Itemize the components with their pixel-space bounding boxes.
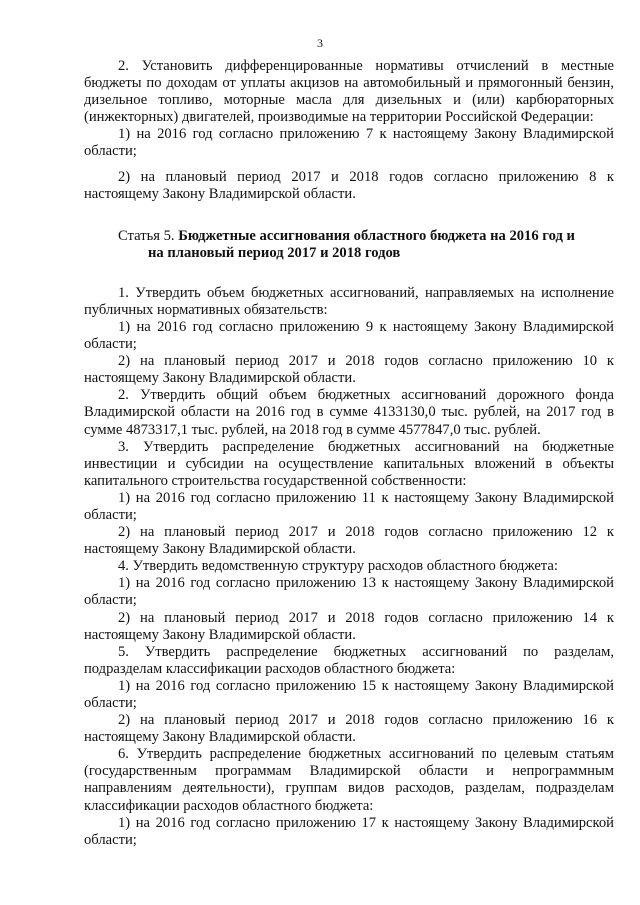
article-label: Статья 5.: [118, 227, 175, 244]
paragraph: 2) на плановый период 2017 и 2018 годов согласно приложению 12 к настоящему Закону Владимирской области.: [84, 524, 614, 558]
document-body: [84, 58, 614, 849]
paragraph: 3. Утвердить распределение бюджетных ассигнований на бюджетные инвестиции и субсидии на осуществление капитальных вложений в объекты капитального строительства государственной собственности:: [84, 438, 614, 489]
paragraph: 1) на 2016 год согласно приложению 11 к настоящему Закону Владимирской области;: [84, 489, 614, 523]
paragraph: 2) на плановый период 2017 и 2018 годов согласно приложению 16 к настоящему Закону Владимирской области.: [84, 712, 614, 746]
paragraph: 6. Утвердить распределение бюджетных ассигнований по целевым статьям (государственным программам Владимирской области и непрограммным направлениям деятельности), группам видов расходов, разделам, подразделам классификации расходов областного бюджета:: [84, 746, 614, 814]
paragraph: 1) на 2016 год согласно приложению 15 к настоящему Закону Владимирской области;: [84, 677, 614, 711]
paragraph: 5. Утвердить распределение бюджетных ассигнований по разделам, подразделам классификации расходов областного бюджета:: [84, 643, 614, 677]
paragraph: 2) на плановый период 2017 и 2018 годов согласно приложению 10 к настоящему Закону Владимирской области.: [84, 353, 614, 387]
article-title-line-1: Бюджетные ассигнования областного бюджета на 2016 год и: [178, 227, 575, 244]
page-number: 3: [317, 36, 323, 50]
paragraph: 1) на 2016 год согласно приложению 17 к настоящему Закону Владимирской области;: [84, 814, 614, 848]
article-title-line-2: на плановый период 2017 и 2018 годов: [148, 245, 401, 262]
paragraph: 2. Установить дифференцированные нормативы отчислений в местные бюджеты по доходам от уплаты акцизов на автомобильный и прямогонный бензин, дизельное топливо, моторные масла для дизельных и (или) карбюраторных (инжекторных) двигателей, производимые на территории Российской Федерации:: [84, 58, 614, 126]
paragraph: 1. Утвердить объем бюджетных ассигнований, направляемых на исполнение публичных нормативных обязательств:: [84, 284, 614, 318]
paragraph: 2. Утвердить общий объем бюджетных ассигнований дорожного фонда Владимирской области на 2016 год в сумме 4133130,0 тыс. рублей, на 2017 год в сумме 4873317,1 тыс. рублей, на 2018 год в сумме 4577847,0 тыс. рублей.: [84, 387, 614, 438]
paragraph: 4. Утвердить ведомственную структуру расходов областного бюджета:: [118, 558, 558, 575]
article-heading: [84, 228, 614, 263]
paragraph: 1) на 2016 год согласно приложению 13 к настоящему Закону Владимирской области;: [84, 575, 614, 609]
paragraph: 1) на 2016 год согласно приложению 9 к настоящему Закону Владимирской области;: [84, 318, 614, 353]
paragraph: 2) на плановый период 2017 и 2018 годов согласно приложению 8 к настоящему Закону Владимирской области.: [84, 168, 614, 202]
paragraph: 2) на плановый период 2017 и 2018 годов согласно приложению 14 к настоящему Закону Владимирской области.: [84, 609, 614, 643]
paragraph: 1) на 2016 год согласно приложению 7 к настоящему Закону Владимирской области;: [84, 126, 614, 160]
